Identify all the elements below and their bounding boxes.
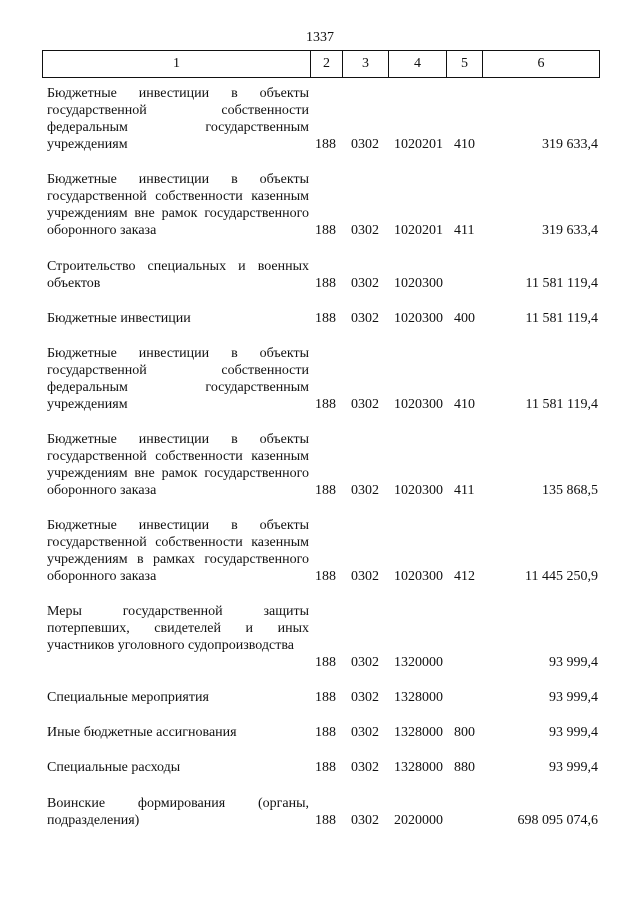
row-col2: 188: [315, 725, 336, 740]
row-col4: 1020201: [394, 137, 443, 152]
row-name: Специальные расходы: [47, 760, 181, 775]
column-header-6: 6: [483, 51, 600, 78]
row-col4: 1320000: [394, 655, 443, 670]
row-amount: 11 581 119,4: [525, 311, 598, 326]
row-amount: 319 633,4: [542, 223, 598, 238]
row-col3: 0302: [351, 276, 379, 291]
row-col3: 0302: [351, 483, 379, 498]
row-name: Иные бюджетные ассигнования: [47, 725, 237, 740]
page-number: 1337: [306, 30, 334, 45]
row-col2: 188: [315, 223, 336, 238]
row-amount: 93 999,4: [549, 655, 598, 670]
row-col3: 0302: [351, 569, 379, 584]
column-header-2: 2: [311, 51, 343, 78]
row-col4: 1020300: [394, 311, 443, 326]
row-col2: 188: [315, 690, 336, 705]
row-amount: 93 999,4: [549, 725, 598, 740]
row-name: Бюджетные инвестиции в объекты государственной собственности федеральным государственным учреждениям: [47, 86, 309, 152]
row-col3: 0302: [351, 813, 379, 828]
row-col2: 188: [315, 655, 336, 670]
row-col4: 1020201: [394, 223, 443, 238]
row-col4: 1020300: [394, 397, 443, 412]
row-col2: 188: [315, 483, 336, 498]
row-col3: 0302: [351, 397, 379, 412]
column-header-1: 1: [43, 51, 311, 78]
row-col4: 1020300: [394, 483, 443, 498]
row-col3: 0302: [351, 223, 379, 238]
row-name: Меры государственной защиты потерпевших, свидетелей и иных участников уголовного судопроизводства: [47, 604, 309, 653]
row-col4: 1328000: [394, 760, 443, 775]
row-col3: 0302: [351, 690, 379, 705]
row-col2: 188: [315, 397, 336, 412]
row-col5: 410: [454, 397, 475, 412]
column-header-4: 4: [389, 51, 447, 78]
row-col2: 188: [315, 311, 336, 326]
row-col4: 2020000: [394, 813, 443, 828]
row-name: Бюджетные инвестиции в объекты государственной собственности казенным учреждениям вне рамок государственного оборонного заказа: [47, 172, 309, 238]
row-name: Бюджетные инвестиции: [47, 311, 191, 326]
row-name: Специальные мероприятия: [47, 690, 209, 705]
row-col3: 0302: [351, 311, 379, 326]
row-name: Бюджетные инвестиции в объекты государственной собственности федеральным государственным учреждениям: [47, 346, 309, 412]
row-col5: 400: [454, 311, 475, 326]
row-amount: 698 095 074,6: [517, 813, 598, 828]
row-col2: 188: [315, 276, 336, 291]
row-col2: 188: [315, 813, 336, 828]
row-col5: 412: [454, 569, 475, 584]
row-col2: 188: [315, 569, 336, 584]
row-col5: 411: [454, 483, 475, 498]
row-amount: 11 581 119,4: [525, 276, 598, 291]
row-col4: 1020300: [394, 276, 443, 291]
row-col3: 0302: [351, 655, 379, 670]
row-col4: 1328000: [394, 725, 443, 740]
row-amount: 11 581 119,4: [525, 397, 598, 412]
row-col5: 411: [454, 223, 475, 238]
row-name: Бюджетные инвестиции в объекты государственной собственности казенным учреждениям вне рамок государственного оборонного заказа: [47, 432, 309, 498]
column-header-5: 5: [447, 51, 483, 78]
row-col4: 1020300: [394, 569, 443, 584]
column-header-row: [42, 50, 600, 78]
row-amount: 93 999,4: [549, 690, 598, 705]
row-col4: 1328000: [394, 690, 443, 705]
row-amount: 93 999,4: [549, 760, 598, 775]
row-col3: 0302: [351, 137, 379, 152]
row-amount: 319 633,4: [542, 137, 598, 152]
column-header-3: 3: [343, 51, 389, 78]
row-name: Бюджетные инвестиции в объекты государственной собственности казенным учреждениям в рамках государственного оборонного заказа: [47, 518, 309, 584]
row-name: Строительство специальных и военных объектов: [47, 259, 309, 291]
row-col2: 188: [315, 137, 336, 152]
row-name: Воинские формирования (органы, подразделения): [47, 796, 309, 828]
row-amount: 135 868,5: [542, 483, 598, 498]
row-col5: 800: [454, 725, 475, 740]
row-col2: 188: [315, 760, 336, 775]
row-col5: 880: [454, 760, 475, 775]
row-col5: 410: [454, 137, 475, 152]
row-col3: 0302: [351, 725, 379, 740]
row-amount: 11 445 250,9: [525, 569, 598, 584]
row-col3: 0302: [351, 760, 379, 775]
